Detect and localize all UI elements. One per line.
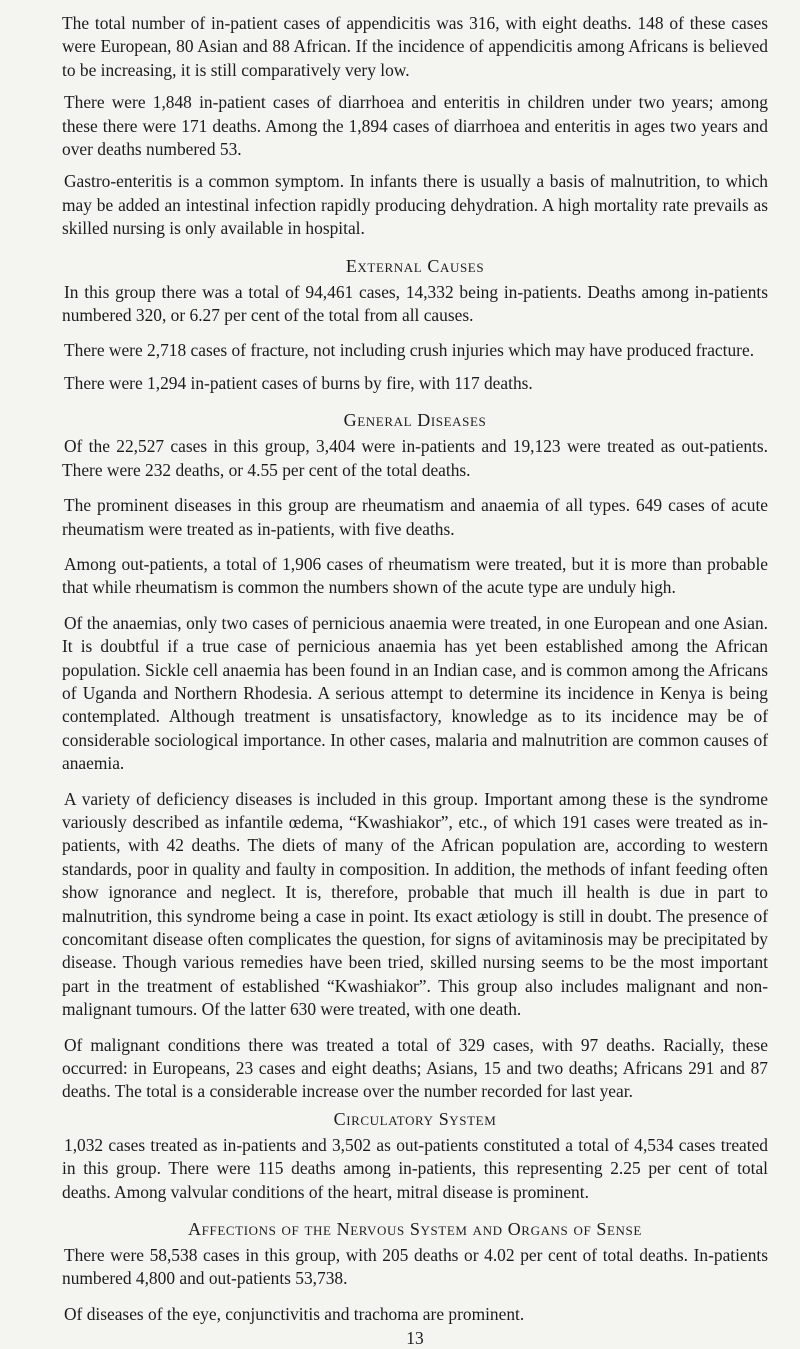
paragraph-circulatory: 1,032 cases treated as in-patients and 3,502 as out-patients constituted a total of 4,534 cases treated in this group. There were 115 deaths among in-patients, this representing 2.25 per cent of total deaths. Among valvular conditions of the heart, mitral disease is prominent. bbox=[62, 1134, 768, 1202]
paragraph-appendicitis: The total number of in-patient cases of appendicitis was 316, with eight deaths. 148 of these cases were European, 80 Asian and 88 African. If the incidence of appendicitis among Africans is believed to be increasing, it is still comparatively very low. bbox=[62, 13, 768, 80]
page-number: 13 bbox=[406, 1328, 424, 1349]
paragraph-malignant-conditions: Of malignant conditions there was treated a total of 329 cases, with 97 deaths. Racially, these occurred: in Europeans, 23 cases and eight deaths; Asians, 15 and two deaths; Africans 291 and 87 deaths. The total is a considerable increase over the number recorded for last year. bbox=[62, 1034, 768, 1102]
heading-nervous-system: Affections of the Nervous System and Organs of Sense bbox=[188, 1219, 642, 1240]
paragraph-rheumatism-anaemia: The prominent diseases in this group are rheumatism and anaemia of all types. 649 cases of acute rheumatism were treated as in-patients, with five deaths. bbox=[62, 495, 768, 539]
paragraph-fracture: There were 2,718 cases of fracture, not including crush injuries which may have produced fracture. bbox=[64, 340, 755, 361]
paragraph-nervous-system-total: There were 58,538 cases in this group, with 205 deaths or 4.02 per cent of total deaths. In-patients numbered 4,800 and out-patients 53,738. bbox=[62, 1245, 768, 1289]
paragraph-rheumatism-outpatients: Among out-patients, a total of 1,906 cases of rheumatism were treated, but it is more than probable that while rheumatism is common the numbers shown of the acute type are unduly high. bbox=[62, 553, 768, 598]
heading-external-causes: External Causes bbox=[345, 255, 485, 276]
paragraph-diarrhoea: There were 1,848 in-patient cases of diarrhoea and enteritis in children under two years; among these there were 171 deaths. Among the 1,894 cases of diarrhoea and enteritis in ages two years and over deaths numbered 53. bbox=[62, 92, 768, 160]
paragraph-general-diseases-total: Of the 22,527 cases in this group, 3,404 were in-patients and 19,123 were treated as out-patients. There were 232 deaths, or 4.55 per cent of the total deaths. bbox=[62, 436, 768, 480]
paragraph-gastro-enteritis: Gastro-enteritis is a common symptom. In infants there is usually a basis of malnutrition, to which may be added an intestinal infection rapidly producing dehydration. A high mortality rate prevails as skilled nursing is only available in hospital. bbox=[62, 171, 768, 239]
paragraph-anaemias: Of the anaemias, only two cases of pernicious anaemia were treated, in one European and one Asian. It is doubtful if a true case of pernicious anaemia has yet been established among the African population. Sickle cell anaemia has been found in an Indian case, and is common among the Africans of Uganda and Northern Rhodesia. A serious attempt to determine its incidence in Kenya is being contemplated. Although treatment is unsatisfactory, knowledge as to its incidence may be of considerable sociological importance. In other cases, malaria and malnutrition are common causes of anaemia. bbox=[62, 612, 768, 774]
paragraph-burns: There were 1,294 in-patient cases of burns by fire, with 117 deaths. bbox=[64, 372, 533, 393]
paragraph-deficiency-diseases: A variety of deficiency diseases is included in this group. Important among these is the syndrome variously described as infantile œdema, “Kwashiakor”, etc., of which 191 cases were treated as in-patients, with 42 deaths. The diets of many of the African population are, according to western standards, poor in quality and faulty in composition. In addition, the methods of infant feeding often show ignorance and neglect. It is, therefore, probable that much ill health is due in part to malnutrition, this syndrome being a case in point. Its exact ætiology is still in doubt. The presence of concomitant disease often complicates the question, for signs of avitaminosis may be precipitated by disease. Though various remedies have been tried, skilled nursing seems to be the most important part in the treatment of established “Kwashiakor”. This group also includes malignant and non-malignant tumours. Of the latter 630 were treated, with one death. bbox=[62, 788, 768, 1020]
paragraph-eye-diseases: Of diseases of the eye, conjunctivitis and trachoma are prominent. bbox=[64, 1303, 525, 1324]
heading-general-diseases: General Diseases bbox=[343, 410, 487, 431]
paragraph-external-causes-total: In this group there was a total of 94,461 cases, 14,332 being in-patients. Deaths among in-patients numbered 320, or 6.27 per cent of the total from all causes. bbox=[62, 281, 768, 326]
heading-circulatory-system: Circulatory System bbox=[333, 1108, 497, 1129]
